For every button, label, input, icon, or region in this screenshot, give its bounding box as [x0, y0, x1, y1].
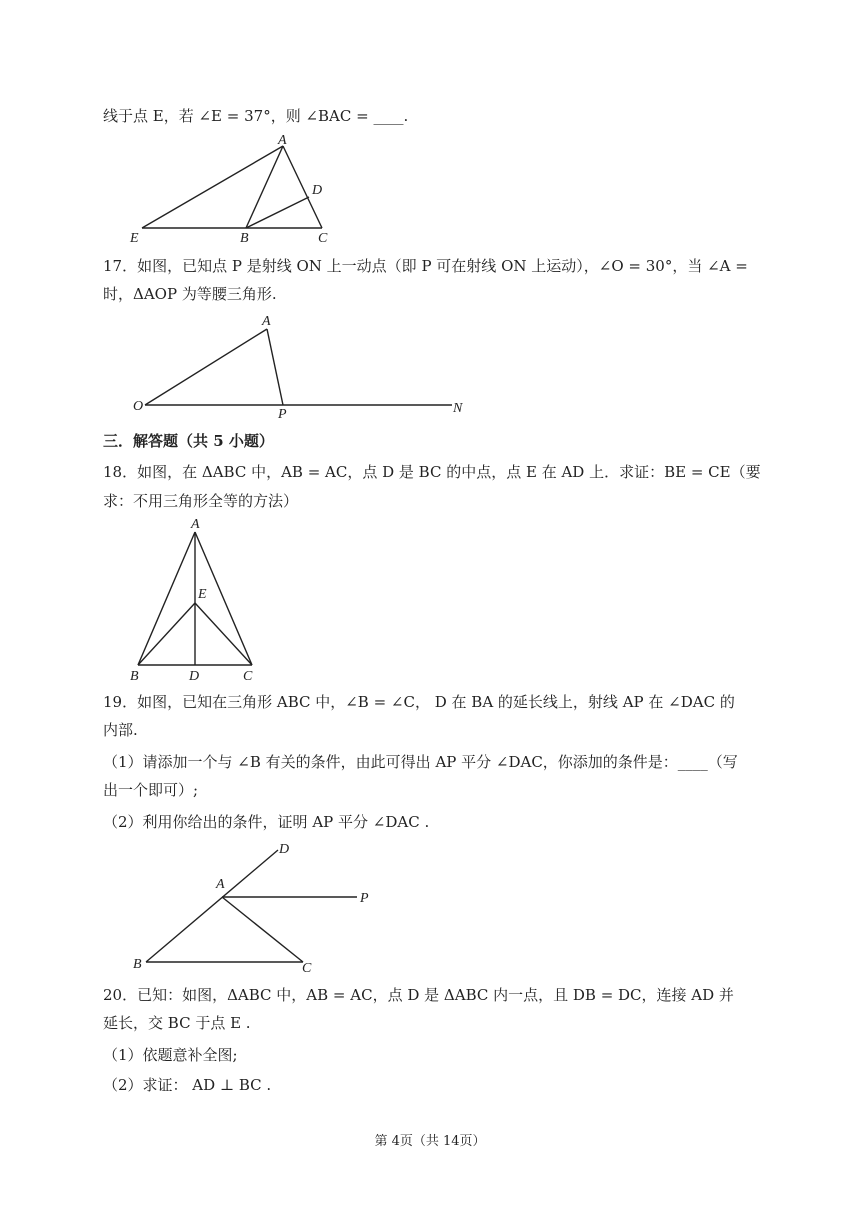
- segment-CE: [195, 603, 252, 665]
- label-A: A: [262, 314, 271, 329]
- text-line-8: 内部.: [103, 721, 138, 739]
- text-line-13: 延长，交 BC 于点 E .: [103, 1014, 251, 1032]
- label-C: C: [302, 961, 312, 976]
- segment-AC: [222, 897, 303, 962]
- figure-q16: [129, 133, 328, 246]
- label-A: A: [278, 133, 287, 148]
- segment-AB: [138, 532, 195, 665]
- segment-AP: [267, 329, 283, 405]
- label-D: D: [312, 183, 323, 198]
- text-line-9: （1）请添加一个与 ∠B 有关的条件，由此可得出 AP 平分 ∠DAC，你添加的条件是：____（写: [103, 753, 738, 771]
- label-B: B: [130, 669, 139, 684]
- label-C: C: [318, 231, 328, 246]
- label-A: A: [191, 517, 200, 532]
- label-B: B: [240, 231, 249, 246]
- text-line-2: 17．如图，已知点 P 是射线 ON 上一动点（即 P 可在射线 ON 上运动），∠O = 30°，当 ∠A =: [103, 257, 748, 275]
- label-B: B: [133, 957, 142, 972]
- label-A: A: [216, 877, 225, 892]
- text-line-14: （1）依题意补全图;: [103, 1046, 238, 1064]
- page-footer: 第 4页（共 14页）: [374, 1134, 486, 1149]
- text-line-10: 出一个即可）;: [103, 781, 199, 799]
- segment-BD: [146, 850, 278, 962]
- text-line-3: 时，ΔAOP 为等腰三角形.: [103, 285, 277, 303]
- text-line-6: 求：不用三角形全等的方法）: [103, 492, 299, 510]
- text-line-11: （2）利用你给出的条件，证明 AP 平分 ∠DAC .: [103, 813, 430, 831]
- segment-BE: [138, 603, 195, 665]
- label-C: C: [243, 669, 253, 684]
- label-E: E: [130, 231, 139, 246]
- text-line-7: 19．如图，已知在三角形 ABC 中，∠B = ∠C， D 在 BA 的延长线上，射线 AP 在 ∠DAC 的: [103, 693, 735, 711]
- label-D: D: [279, 842, 290, 857]
- text-line-1: 线于点 E，若 ∠E = 37°，则 ∠BAC = ____.: [103, 107, 409, 125]
- text-line-12: 20．已知：如图，ΔABC 中，AB = AC，点 D 是 ΔABC 内一点，且 DB = DC，连接 AD 并: [103, 986, 734, 1004]
- figure-q19: [133, 842, 369, 976]
- section-heading: 三．解答题（共 5 小题）: [103, 432, 274, 450]
- segment-BD: [246, 197, 309, 228]
- figure-q18: [130, 517, 253, 684]
- label-E: E: [198, 587, 207, 602]
- label-N: N: [453, 401, 463, 416]
- label-P: P: [278, 407, 287, 422]
- text-line-5: 18．如图，在 ΔABC 中，AB = AC，点 D 是 BC 的中点，点 E 在 AD 上．求证：BE = CE（要: [103, 463, 761, 481]
- label-O: O: [133, 399, 144, 414]
- label-D: D: [189, 669, 200, 684]
- label-P: P: [360, 891, 369, 906]
- text-line-15: （2）求证： AD ⊥ BC .: [103, 1076, 272, 1094]
- segment-OA: [145, 329, 267, 405]
- segment-AB: [246, 146, 283, 228]
- figure-q17: [133, 314, 463, 422]
- segment-EA: [142, 146, 283, 228]
